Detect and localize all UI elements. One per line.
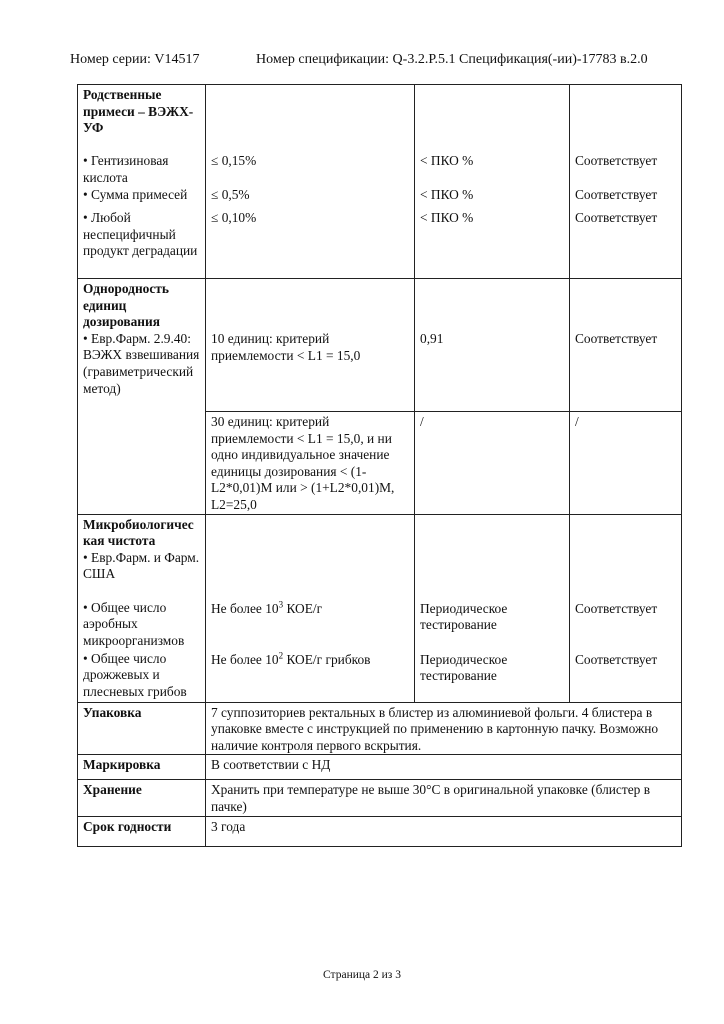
item-result: Периодическое тестирование xyxy=(420,600,508,633)
table-row-labeling xyxy=(78,755,682,780)
batch-number: Номер серии: V14517 xyxy=(70,52,200,67)
item-limit: ≤ 0,10% xyxy=(211,210,257,225)
item-status: Соответствует xyxy=(575,331,658,346)
item-result: / xyxy=(420,414,424,429)
item-result: 0,91 xyxy=(420,331,444,346)
row-label: Хранение xyxy=(78,780,206,816)
item-name: • Общее число дрожжевых и плесневых грибов xyxy=(83,650,187,699)
item-status: / xyxy=(575,414,579,429)
table-row-storage xyxy=(78,780,682,816)
table-row-related-impurities xyxy=(78,85,682,279)
item-name: • Общее число аэробных микроорганизмов xyxy=(83,599,185,648)
item-status: Соответствует xyxy=(575,210,658,225)
table-row-packaging xyxy=(78,702,682,755)
method: • Евр.Фарм. и Фарм.США xyxy=(83,549,200,582)
spec-number: Номер спецификации: Q-3.2.P.5.1 Спецификация(-ии)-17783 в.2.0 xyxy=(256,52,648,67)
section-title: Микробиологическая чистота xyxy=(83,516,194,549)
item-status: Соответствует xyxy=(575,600,658,616)
page-number: Страница 2 из 3 xyxy=(323,969,401,981)
row-label: Маркировка xyxy=(78,755,206,780)
item-name: • Сумма примесей xyxy=(83,187,188,202)
section-title: Родственные примеси – ВЭЖХ-УФ xyxy=(83,87,194,136)
row-value: 7 суппозиториев ректальных в блистер из алюминиевой фольги. 4 блистера в упаковке вместе с инструкцией по применению в картонную пачку. Возможно наличие контроля первого вскрытия. xyxy=(206,702,682,755)
item-status: Соответствует xyxy=(575,187,658,202)
item-limit: ≤ 0,15% xyxy=(211,153,257,168)
item-status: Соответствует xyxy=(575,153,658,168)
row-label: Упаковка xyxy=(78,702,206,755)
item-name: • Любой неспецифичный продукт деградации xyxy=(83,210,198,259)
section-title: Однородность единиц дозирования xyxy=(83,281,169,330)
row-value: 3 года xyxy=(206,816,682,846)
spec-table xyxy=(77,84,682,847)
item-limit: ≤ 0,5% xyxy=(211,187,250,202)
item-limit: Не более $10^2$ КОЕ/г грибков xyxy=(211,650,371,667)
method: • Евр.Фарм. 2.9.40: ВЭЖХ взвешивания (гравиметрический метод) xyxy=(83,330,200,396)
item-limit: 30 единиц: критерий приемлемости < L1 = 15,0, и ни одно индивидуальное значение единицы дозирования < (1-L2*0,01)M или > (1+L2*0,01)M, L2=25,0 xyxy=(211,414,395,512)
row-value: Хранить при температуре не выше 30°С в оригинальной упаковке (блистер в пачке) xyxy=(206,780,682,816)
item-result: < ПКО % xyxy=(420,210,474,225)
item-result: < ПКО % xyxy=(420,153,474,168)
item-result: Периодическое тестирование xyxy=(420,651,508,684)
item-status: Соответствует xyxy=(575,651,658,667)
table-row-microbiology xyxy=(78,514,682,702)
item-name: • Гентизиновая кислота xyxy=(83,153,169,185)
item-limit: 10 единиц: критерий приемлемости < L1 = 15,0 xyxy=(211,331,361,363)
row-label: Срок годности xyxy=(78,816,206,846)
row-value: В соответствии с НД xyxy=(206,755,682,780)
table-row-uniformity xyxy=(78,279,682,412)
item-limit: Не более $10^3$ КОЕ/г xyxy=(211,599,323,616)
table-row-shelf-life xyxy=(78,816,682,846)
item-result: < ПКО % xyxy=(420,187,474,202)
